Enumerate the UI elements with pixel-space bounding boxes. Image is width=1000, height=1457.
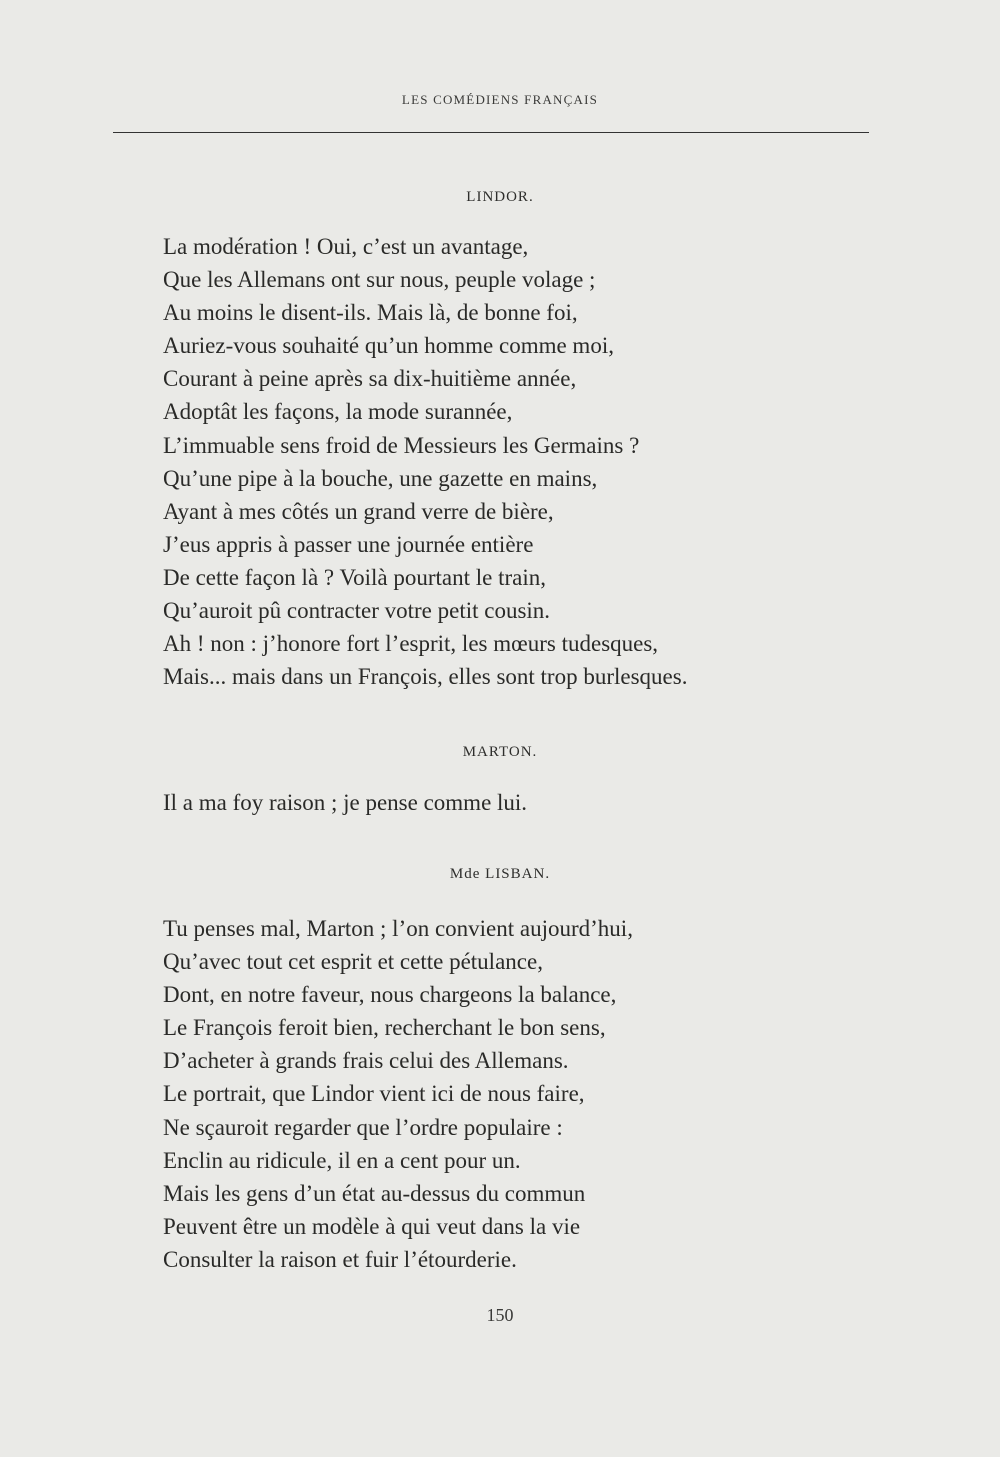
verse-line: Adoptât les façons, la mode surannée, — [163, 399, 513, 425]
verse-line: Enclin au ridicule, il en a cent pour un. — [163, 1147, 521, 1173]
verse-line: Ayant à mes côtés un grand verre de bière, — [163, 498, 554, 524]
header-rule — [113, 132, 869, 133]
running-title: LES COMÉDIENS FRANÇAIS — [401, 92, 599, 107]
verse-line: Que les Allemans ont sur nous, peuple volage ; — [163, 267, 596, 293]
verse-line: Qu’une pipe à la bouche, une gazette en mains, — [163, 465, 598, 491]
verse-line: D’acheter à grands frais celui des Allemans. — [163, 1048, 569, 1074]
verse-line: Consulter la raison et fuir l’étourderie. — [163, 1246, 517, 1272]
verse-line: Il a ma foy raison ; je pense comme lui. — [163, 790, 528, 815]
verse-line: Mais... mais dans un François, elles sont trop burlesques. — [163, 664, 688, 690]
verse-line: Au moins le disent-ils. Mais là, de bonne foi, — [163, 300, 578, 326]
verse-line: Le portrait, que Lindor vient ici de nous faire, — [163, 1081, 585, 1107]
verse-block-marton — [163, 786, 527, 819]
verse-line: J’eus appris à passer une journée entière — [163, 531, 534, 557]
verse-block-lindor — [163, 230, 687, 693]
verse-line: L’immuable sens froid de Messieurs les Germains ? — [163, 432, 640, 458]
verse-line: Le François feroit bien, recherchant le bon sens, — [163, 1015, 606, 1041]
verse-block-mde-lisban — [163, 912, 633, 1276]
verse-line: De cette façon là ? Voilà pourtant le train, — [163, 564, 546, 590]
verse-line: Ah ! non : j’honore fort l’esprit, les mœurs tudesques, — [163, 631, 659, 657]
verse-line: Ne sçauroit regarder que l’ordre populaire : — [163, 1114, 563, 1140]
speaker-marton: MARTON. — [462, 744, 538, 760]
verse-line: Mais les gens d’un état au-dessus du commun — [163, 1180, 586, 1206]
speaker-lindor: LINDOR. — [466, 189, 534, 205]
verse-line: Qu’auroit pû contracter votre petit cousin. — [163, 598, 551, 624]
speaker-mde-lisban: Mde LISBAN. — [449, 866, 551, 882]
verse-line: Tu penses mal, Marton ; l’on convient aujourd’hui, — [163, 916, 633, 941]
verse-line: Auriez-vous souhaité qu’un homme comme moi, — [163, 333, 614, 359]
verse-line: Courant à peine après sa dix-huitième année, — [163, 366, 577, 392]
verse-line: La modération ! Oui, c’est un avantage, — [163, 234, 529, 259]
verse-line: Qu’avec tout cet esprit et cette pétulance, — [163, 949, 543, 975]
page-number: 150 — [486, 1305, 514, 1325]
verse-line: Peuvent être un modèle à qui veut dans la vie — [163, 1213, 581, 1239]
verse-line: Dont, en notre faveur, nous chargeons la balance, — [163, 982, 617, 1008]
